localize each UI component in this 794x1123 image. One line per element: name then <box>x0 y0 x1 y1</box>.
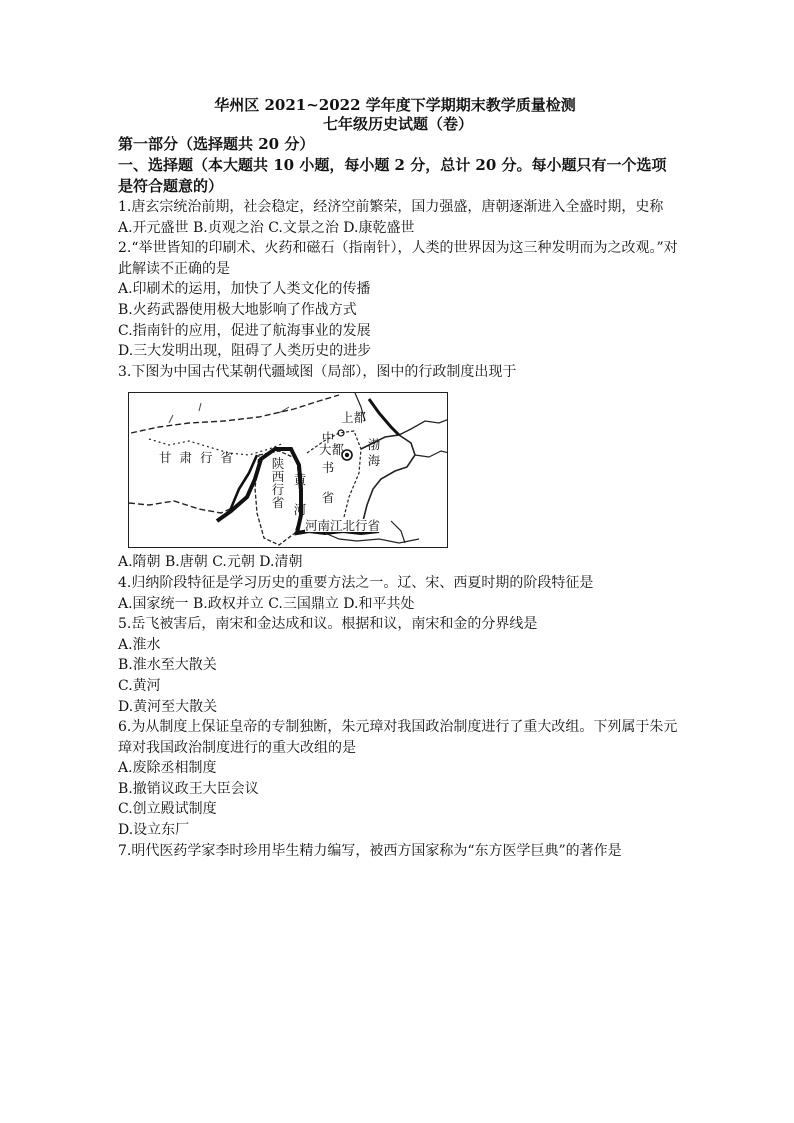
exam-title: 华州区 2021~2022 学年度下学期期末教学质量检测 <box>214 96 576 114</box>
question-4-options: A.国家统一 B.政权并立 C.三国鼎立 D.和平共处 <box>118 595 415 612</box>
map-label-gansu: 甘 肃 行 省 <box>159 450 235 466</box>
question-7-stem: 7.明代医药学家李时珍用毕生精力编写，被西方国家称为“东方医学巨典”的著作是 <box>118 842 622 859</box>
question-3-options: A.隋朝 B.唐朝 C.元朝 D.清朝 <box>118 554 303 571</box>
question-5-option-d: D.黄河至大散关 <box>118 698 218 715</box>
map-label-bohai: 渤海 <box>367 437 381 469</box>
question-6-option-a: A.废除丞相制度 <box>118 760 217 777</box>
question-6-stem: 6.为从制度上保证皇帝的专制独断，朱元璋对我国政治制度进行了重大改组。下列属于朱元璋对我国政治制度进行的重大改组的是 <box>118 719 678 756</box>
map-label-zhongshu: 中书省 <box>321 430 335 506</box>
question-2-option-d: D.三大发明出现，阻碍了人类历史的进步 <box>118 343 372 360</box>
question-5-option-b: B.淮水至大散关 <box>118 657 217 674</box>
question-6-option-b: B.撤销议政王大臣会议 <box>118 780 259 797</box>
map-label-dadu: 大都 <box>319 442 345 458</box>
question-6-option-c: C.创立殿试制度 <box>118 801 217 818</box>
question-4-stem: 4.归纳阶段特征是学习历史的重要方法之一。辽、宋、西夏时期的阶段特征是 <box>118 574 594 591</box>
map-label-huanghe: 黄河 <box>293 472 307 518</box>
question-5-stem: 5.岳飞被害后，南宋和金达成和议。根据和议，南宋和金的分界线是 <box>118 616 538 633</box>
question-5-option-a: A.淮水 <box>118 636 161 653</box>
section-heading: 一、选择题（本大题共 10 小题，每小题 2 分，总计 20 分。每小题只有一个选项是符合题意的） <box>118 156 667 195</box>
territory-map <box>128 392 448 548</box>
question-2-option-c: C.指南针的应用，促进了航海事业的发展 <box>118 322 371 339</box>
question-1-stem: 1.唐玄宗统治前期，社会稳定，经济空前繁荣，国力强盛，唐朝逐渐进入全盛时期，史称 <box>118 199 664 215</box>
question-5-option-c: C.黄河 <box>118 677 161 694</box>
question-2-stem: 2.“举世皆知的印刷术、火药和磁石（指南针），人类的世界因为这三种发明而为之改观。”对此解读不正确的是 <box>118 240 678 277</box>
question-6-option-d: D.设立东厂 <box>118 822 190 839</box>
question-1-options: A.开元盛世 B.贞观之治 C.文景之治 D.康乾盛世 <box>118 219 415 236</box>
map-drawing <box>129 393 448 548</box>
exam-page <box>118 96 678 861</box>
map-label-shangdu: 上都 <box>341 410 367 426</box>
exam-subtitle: 七年级历史试题（卷） <box>322 115 473 133</box>
question-2-option-a: A.印刷术的运用，加快了人类文化的传播 <box>118 281 371 298</box>
question-3-stem: 3.下图为中国古代某朝代疆域图（局部），图中的行政制度出现于 <box>118 363 517 380</box>
map-label-henan: 河南江北行省 <box>305 518 381 534</box>
question-2-option-b: B.火药武器使用极大地影响了作战方式 <box>118 301 357 318</box>
part-heading: 第一部分（选择题共 20 分） <box>118 135 315 153</box>
map-label-shaanxi: 陕西行省 <box>271 456 285 511</box>
